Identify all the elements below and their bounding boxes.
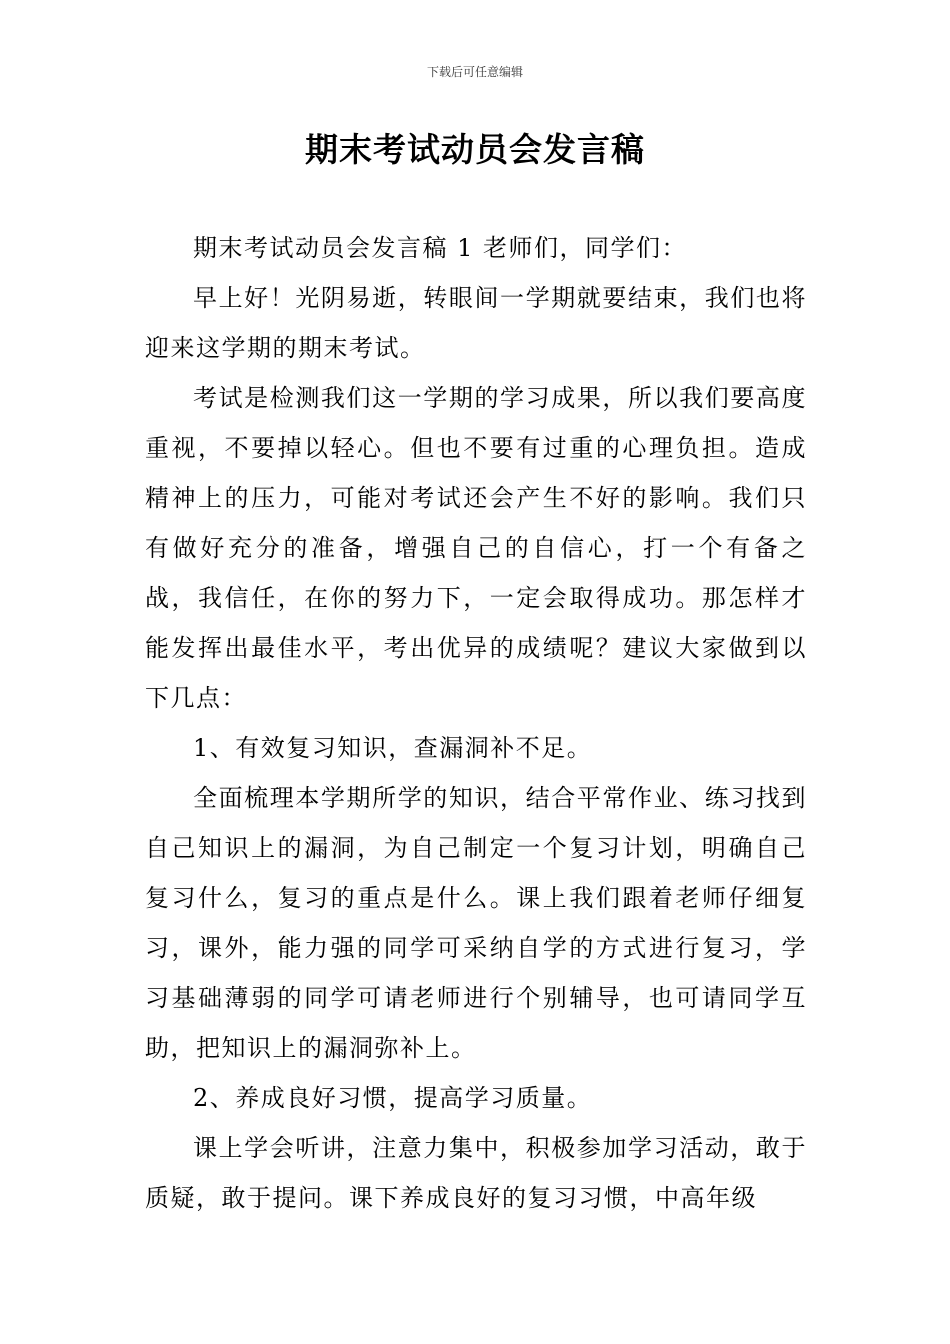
paragraph-exam-importance: 考试是检测我们这一学期的学习成果，所以我们要高度重视，不要掉以轻心。但也不要有过重的心理负担。造成精神上的压力，可能对考试还会产生不好的影响。我们只有做好充分的准备，增强自己的自信心，打一个有备之战，我信任，在你的努力下，一定会取得成功。那怎样才能发挥出最佳水平，考出优异的成绩呢？建议大家做到以下几点：: [145, 384, 807, 712]
document-body: [145, 223, 807, 1223]
header-note: 下载后可任意编辑: [426, 65, 523, 79]
paragraph-opening: 早上好！光阴易逝，转眼间一学期就要结束，我们也将迎来这学期的期末考试。: [145, 284, 807, 362]
paragraph-point-1-heading: 1、有效复习知识，查漏洞补不足。: [193, 734, 593, 762]
paragraph-point-1-body: 全面梳理本学期所学的知识，结合平常作业、练习找到自己知识上的漏洞，为自己制定一个复习计划，明确自己复习什么，复习的重点是什么。课上我们跟着老师仔细复习，课外，能力强的同学可采纳自学的方式进行复习，学习基础薄弱的同学可请老师进行个别辅导，也可请同学互助，把知识上的漏洞弥补上。: [145, 784, 807, 1062]
paragraph-greeting: 期末考试动员会发言稿 1 老师们，同学们：: [193, 234, 688, 262]
paragraph-point-2-heading: 2、养成良好习惯，提高学习质量。: [193, 1084, 593, 1112]
document-title: 期末考试动员会发言稿: [305, 130, 645, 169]
paragraph-point-2-body: 课上学会听讲，注意力集中，积极参加学习活动，敢于质疑，敢于提问。课下养成良好的复习习惯，中高年级: [145, 1134, 807, 1212]
